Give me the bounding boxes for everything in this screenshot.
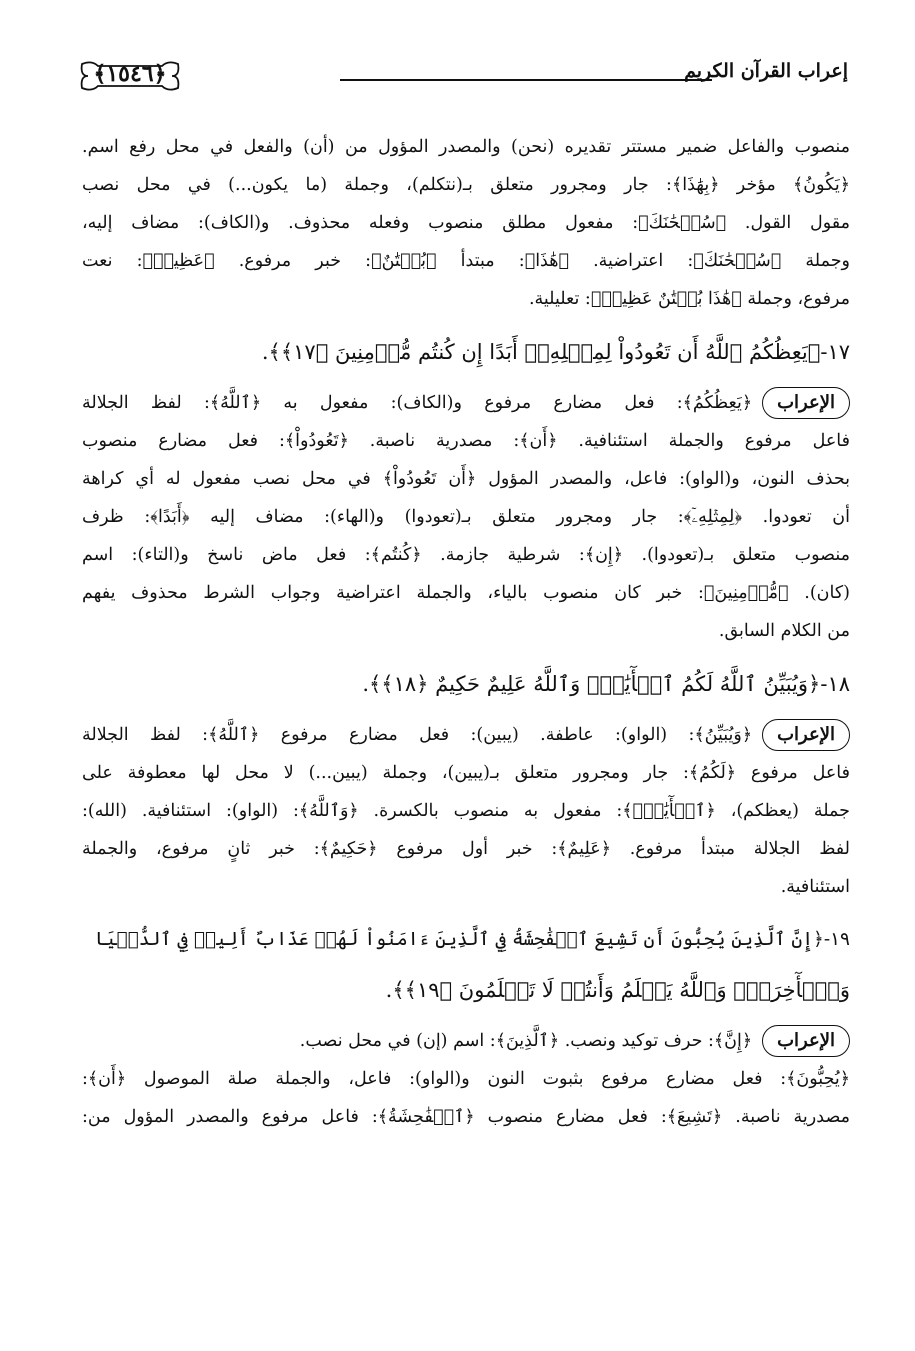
text-line: لفظ الجلالة مبتدأ مرفوع. ﴿عَلِيمٌ﴾: خبر أول مرفوع ﴿حَكِيمٌ﴾: خبر ثانٍ مرفوع، والجملة (82, 839, 850, 859)
text-line: فاعل مرفوع ﴿لَكُمُ﴾: جار ومجرور متعلق بـ(يبين)، وجملة (يبين...) لا محل لها معطوفة على (82, 763, 850, 783)
text-line: منصوب متعلق بـ(تعودوا). ﴿إِن﴾: شرطية جازمة. ﴿كُنتُم﴾: فعل ماض ناسخ و(التاء): اسم (82, 545, 850, 565)
text-line: بحذف النون، و(الواو): فاعل، والمصدر المؤول ﴿أَن تَعُودُواْ﴾ في محل نصب مفعول له أي كراهة (82, 469, 850, 489)
text-line: جملة (يعظكم)، ﴿ٱلۡأٓيَٰتِۚ﴾: مفعول به منصوب بالكسرة. ﴿وَٱللَّهُ﴾: (الواو): استئنافية. (الله): (82, 801, 850, 821)
irab-badge: الإعراب (762, 387, 850, 419)
irab-block-17 (82, 384, 850, 422)
verse-18: ١٨-﴿وَيُبَيِّنُ ٱللَّهُ لَكُمُ ٱلۡأٓيَٰتِۚ وَٱللَّهُ عَلِيمٌ حَكِيمٌ ﴿١٨﴾﴾. (362, 672, 850, 696)
text-line: وجملة ﴿سُبۡحَٰنَكَ﴾: اعتراضية. ﴿هَٰذَا﴾: مبتدأ ﴿بُهۡتَٰنٌ﴾: خبر مرفوع. ﴿عَظِيمٞ﴾: نعت (82, 251, 850, 271)
text-line: ﴿يَعِظُكُمُ﴾: فعل مضارع مرفوع و(الكاف): مفعول به ﴿ٱللَّهُ﴾: لفظ الجلالة (82, 393, 753, 413)
verse-19: ١٩-﴿إِنَّ ٱلَّذِينَ يُحِبُّونَ أَن تَشِيعَ ٱلۡفَٰحِشَةُ فِي ٱلَّذِينَ ءَامَنُواْ لَهُمۡ عَذَابٌ أَلِيمٞ فِي ٱلدُّنۡيَا (94, 929, 850, 950)
text-line: ﴿وَيُبَيِّنُ﴾: (الواو): عاطفة. (يبين): فعل مضارع مرفوع ﴿ٱللَّهُ﴾: لفظ الجلالة (82, 725, 753, 745)
text-line: ﴿يُحِبُّونَ﴾: فعل مضارع مرفوع بثبوت النون و(الواو): فاعل، والجملة صلة الموصول ﴿أَن﴾: (82, 1069, 850, 1089)
page-number: ﴿١٥٤٦﴾ (93, 61, 167, 87)
verse-19-cont: وَٱلۡأٓخِرَةِۚ وَٱللَّهُ يَعۡلَمُ وَأَنتُمۡ لَا تَعۡلَمُونَ ﴿١٩﴾﴾. (385, 978, 850, 1002)
irab-block-18 (82, 716, 850, 754)
page-body (82, 128, 850, 1136)
text-line: استئنافية. (780, 877, 850, 897)
text-line: (كان). ﴿مُّؤۡمِنِينَ﴾: خبر كان منصوب بالياء، والجملة اعتراضية وجواب الشرط محذوف يفهم (82, 583, 850, 603)
text-line: ﴿إِنَّ﴾: حرف توكيد ونصب. ﴿ٱلَّذِينَ﴾: اسم (إن) في محل نصب. (299, 1031, 753, 1051)
text-line: ﴿يَكُونُ﴾ مؤخر ﴿بِهَٰذَا﴾: جار ومجرور متعلق بـ(نتكلم)، وجملة (ما يكون...) في محل نصب (82, 175, 850, 195)
text-line: من الكلام السابق. (718, 621, 850, 641)
header-rule (340, 79, 712, 81)
irab-badge: الإعراب (762, 1025, 850, 1057)
irab-badge: الإعراب (762, 719, 850, 751)
irab-block-19 (82, 1022, 850, 1060)
text-line: فاعل مرفوع والجملة استئنافية. ﴿أَن﴾: مصدرية ناصبة. ﴿تَعُودُواْ﴾: فعل مضارع منصوب (82, 431, 850, 451)
page-header (78, 52, 848, 102)
text-line: مرفوع، وجملة ﴿هَٰذَا بُهۡتَٰنٌ عَظِيمٞ﴾: تعليلية. (528, 289, 850, 309)
text-line: مقول القول. ﴿سُبۡحَٰنَكَ﴾: مفعول مطلق منصوب وفعله محذوف. و(الكاف): مضاف إليه، (82, 213, 850, 233)
text-line: أن تعودوا. ﴿لِمِثۡلِهِۦٓ﴾: جار ومجرور متعلق بـ(تعودوا) و(الهاء): مضاف إليه ﴿أَبَدًا﴾: ظرف (82, 507, 850, 527)
verse-17: ١٧-﴿يَعِظُكُمُ ٱللَّهُ أَن تَعُودُواْ لِمِثۡلِهِۦٓ أَبَدًا إِن كُنتُم مُّؤۡمِنِينَ ﴿١٧﴾﴾. (261, 340, 850, 364)
text-line: منصوب والفاعل ضمير مستتر تقديره (نحن) والمصدر المؤول من (أن) والفعل في محل رفع اسم. (82, 137, 850, 157)
book-title: إعراب القرآن الكريم (684, 60, 848, 82)
text-line: مصدرية ناصبة. ﴿تَشِيعَ﴾: فعل مضارع منصوب ﴿ٱلۡفَٰحِشَةُ﴾: فاعل مرفوع والمصدر المؤول من: (82, 1107, 850, 1127)
page-number-frame (78, 56, 182, 92)
